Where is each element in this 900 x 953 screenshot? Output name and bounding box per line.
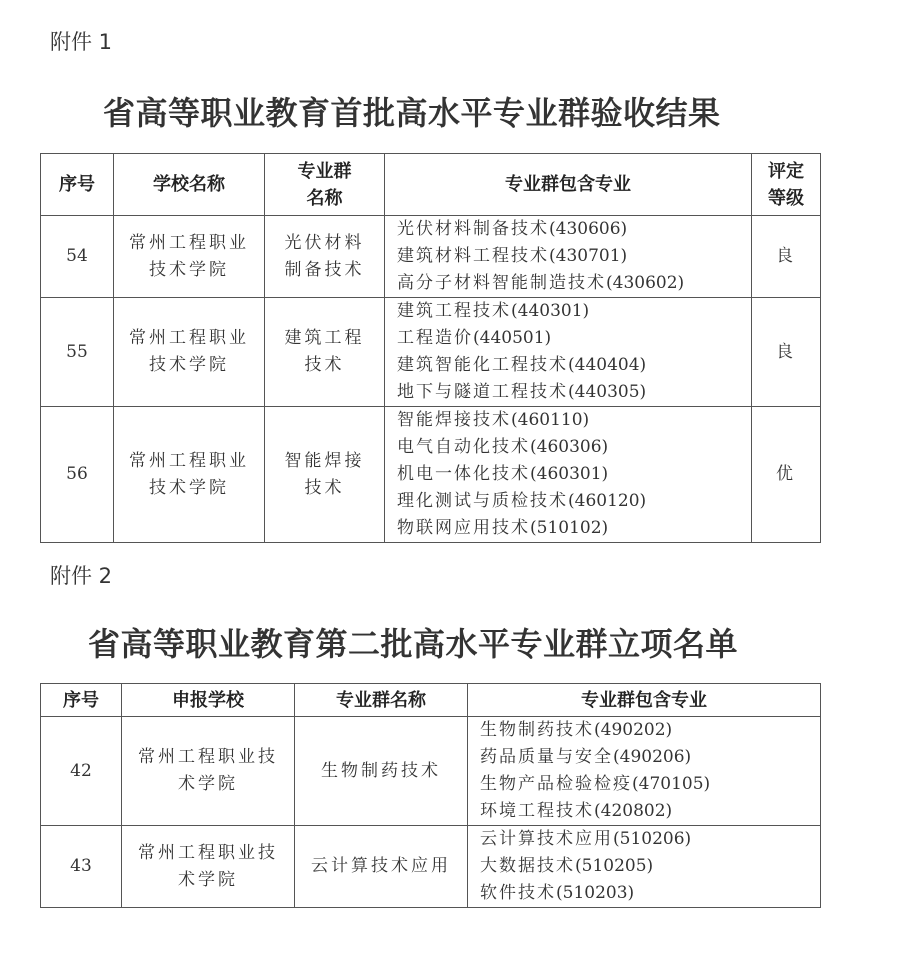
row-school [114,298,265,407]
row-group-line1: 智能焊接 [284,450,365,471]
major-item [397,325,751,352]
table-row [41,717,821,826]
major-code: (430602) [606,273,685,293]
row-school [114,407,265,543]
row-group-name [265,407,385,543]
major-code: (460306) [530,437,609,457]
major-name: 建筑材料工程技术 [397,246,549,266]
row-group-name [265,298,385,407]
header-index: 序号 [41,684,122,717]
major-item [480,744,820,771]
row-majors [385,407,752,543]
major-code: (510205) [575,856,654,876]
row-group-line1: 光伏材料 [284,232,365,253]
major-name: 地下与隧道工程技术 [397,382,568,402]
major-code: (510102) [530,518,609,538]
major-code: (430606) [549,219,628,239]
row-school-line2: 术学院 [178,869,238,890]
row-school [122,717,295,826]
major-item [397,270,751,297]
major-name: 云计算技术应用 [480,829,613,849]
row-group-name: 云计算技术应用 [295,826,468,908]
table-row [41,826,821,908]
major-name: 机电一体化技术 [397,464,530,484]
table-row [41,298,821,407]
major-code: (440404) [568,355,647,375]
row-majors [385,216,752,298]
header-group-name-line1: 专业群 [297,160,352,182]
major-item [397,461,751,488]
major-name: 物联网应用技术 [397,518,530,538]
header-grade [752,154,821,216]
row-index: 43 [41,826,122,908]
row-school [114,216,265,298]
acceptance-results-table [40,153,821,543]
major-name: 理化测试与质检技术 [397,491,568,511]
major-code: (440301) [511,301,590,321]
header-school: 学校名称 [114,154,265,216]
row-school-line2: 技术学院 [149,477,229,498]
major-name: 建筑工程技术 [397,301,511,321]
major-item [480,771,820,798]
header-school: 申报学校 [122,684,295,717]
major-code: (470105) [632,774,711,794]
row-majors [468,826,821,908]
major-item [397,379,751,406]
header-grade-line2: 等级 [768,187,804,209]
row-group-line2: 技术 [304,355,345,375]
major-item [397,515,751,542]
row-school-line1: 常州工程职业 [129,232,249,253]
row-index: 42 [41,717,122,826]
attachment-2-label: 附件 2 [50,564,113,588]
attachment-1-title: 省高等职业教育首批高水平专业群验收结果 [103,94,721,132]
major-item [397,434,751,461]
major-code: (460110) [511,410,590,430]
header-group-name: 专业群名称 [295,684,468,717]
major-item [480,826,820,853]
row-school-line1: 常州工程职业 [129,450,249,471]
major-code: (510206) [613,829,692,849]
row-school-line2: 术学院 [178,774,238,794]
major-item [397,298,751,325]
header-group-name [265,154,385,216]
major-item [480,717,820,744]
major-item [480,853,820,880]
table-row [41,216,821,298]
project-approval-table [40,683,821,908]
header-index: 序号 [41,154,114,216]
major-item [397,243,751,270]
row-school [122,826,295,908]
major-code: (440305) [568,382,647,402]
attachment-2-title: 省高等职业教育第二批高水平专业群立项名单 [88,625,739,663]
row-majors [385,298,752,407]
header-group-name-line2: 名称 [306,187,343,209]
table-header-row [41,154,821,216]
major-item [397,488,751,515]
row-group-line2: 技术 [304,477,345,498]
major-item [480,798,820,825]
major-code: (430701) [549,246,628,266]
major-name: 生物产品检验检疫 [480,774,632,794]
major-name: 光伏材料制备技术 [397,219,549,239]
major-name: 建筑智能化工程技术 [397,355,568,375]
row-school-line2: 技术学院 [149,259,229,280]
attachment-1-label: 附件 1 [50,30,113,54]
major-name: 药品质量与安全 [480,747,613,767]
row-majors [468,717,821,826]
row-group-name [265,216,385,298]
header-grade-line1: 评定 [768,160,804,182]
major-item [480,880,820,907]
major-name: 大数据技术 [480,856,575,876]
major-item [397,407,751,434]
major-code: (440501) [473,328,552,348]
row-index: 56 [41,407,114,543]
major-name: 软件技术 [480,883,556,903]
header-majors: 专业群包含专业 [468,684,821,717]
row-grade: 良 [752,216,821,298]
table-header-row [41,684,821,717]
major-item [397,352,751,379]
table-row [41,407,821,543]
major-name: 环境工程技术 [480,801,594,821]
row-index: 54 [41,216,114,298]
major-name: 生物制药技术 [480,720,594,740]
row-school-line1: 常州工程职业技 [138,842,278,863]
major-code: (490206) [613,747,692,767]
row-school-line2: 技术学院 [149,355,229,375]
major-item [397,216,751,243]
major-name: 高分子材料智能制造技术 [397,273,606,293]
header-majors: 专业群包含专业 [385,154,752,216]
row-index: 55 [41,298,114,407]
row-school-line1: 常州工程职业 [129,328,249,348]
major-code: (460301) [530,464,609,484]
row-school-line1: 常州工程职业技 [138,747,278,767]
row-grade: 优 [752,407,821,543]
row-grade: 良 [752,298,821,407]
major-name: 电气自动化技术 [397,437,530,457]
major-code: (460120) [568,491,647,511]
major-code: (510203) [556,883,635,903]
major-code: (420802) [594,801,673,821]
row-group-line1: 建筑工程 [284,328,365,348]
row-group-name: 生物制药技术 [295,717,468,826]
major-name: 工程造价 [397,328,473,348]
major-name: 智能焊接技术 [397,410,511,430]
major-code: (490202) [594,720,673,740]
row-group-line2: 制备技术 [284,259,365,280]
